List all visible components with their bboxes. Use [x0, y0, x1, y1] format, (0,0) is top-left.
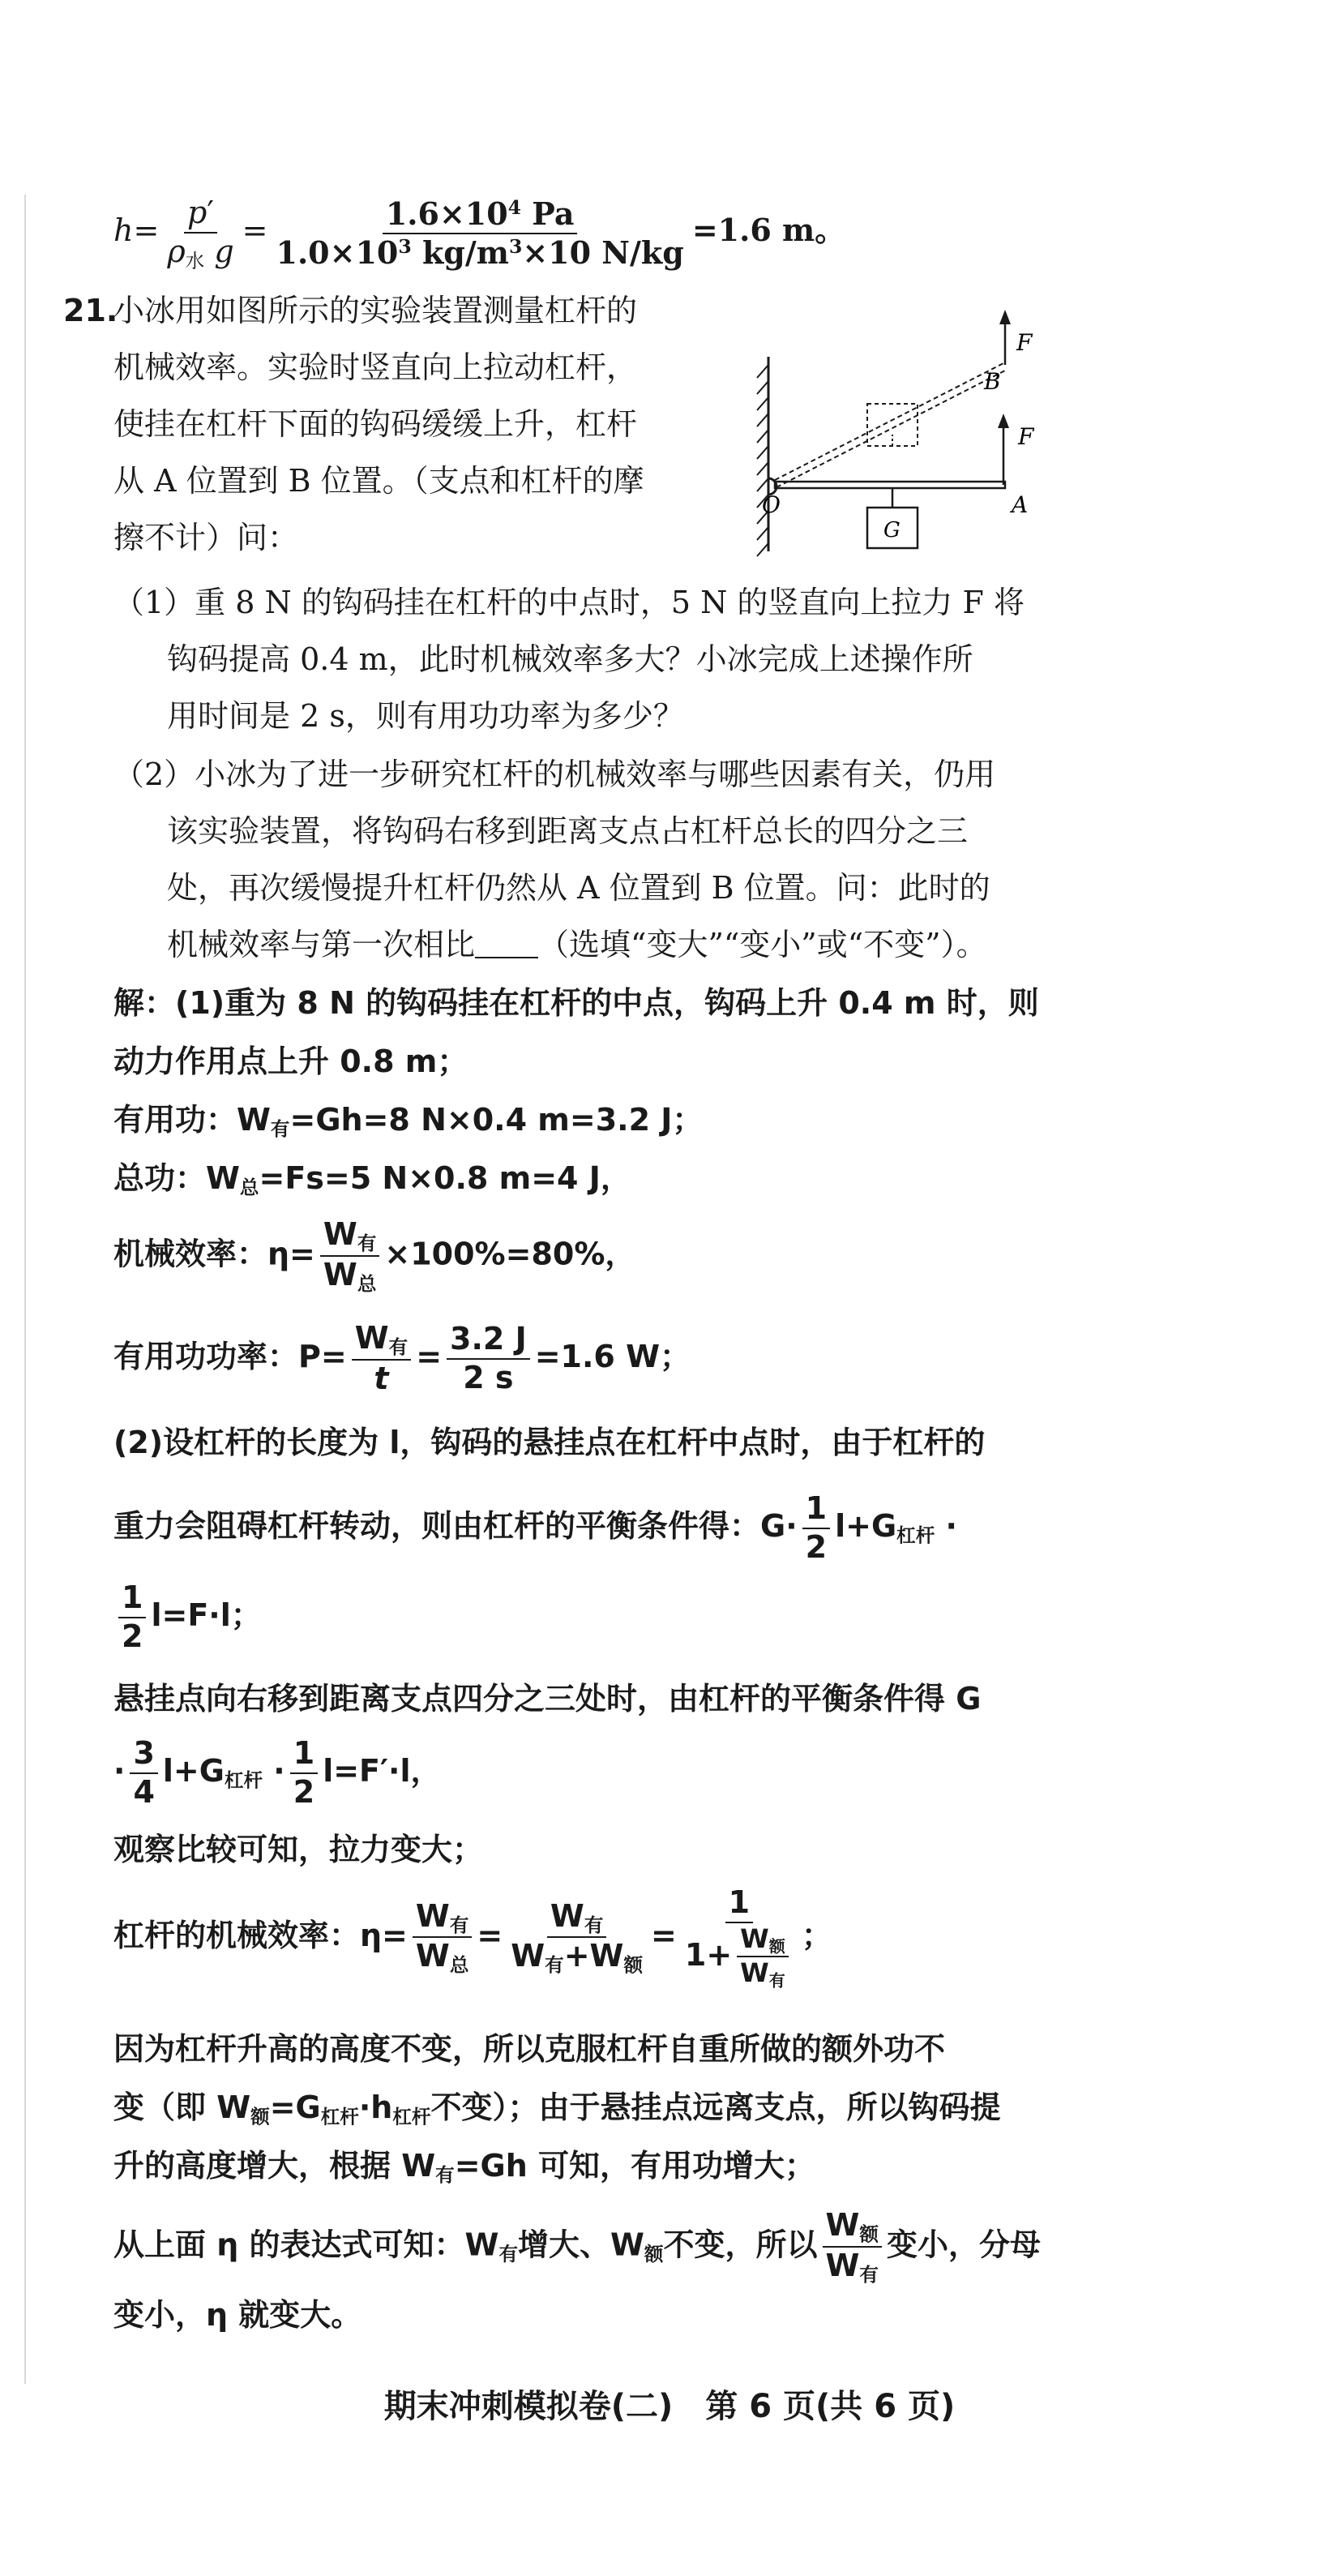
- sol-useful-work: 有用功：$W_有=Gh=8$ N×0.4 m=3.2 J；: [113, 1102, 704, 1141]
- part1-line-3: 用时间是 2 s，则有用功功率为多少？: [167, 698, 684, 734]
- label-b: B: [984, 368, 1001, 395]
- wall: [757, 357, 768, 556]
- intro-line-4: 从 A 位置到 B 位置。（支点和杠杆的摩: [113, 463, 644, 499]
- part2-line-3: 处，再次缓慢提升杠杆仍然从 A 位置到 B 位置。问：此时的: [167, 870, 990, 906]
- intro-line-5: 擦不计）问：: [113, 520, 299, 555]
- sol2-line-11: 从上面 η 的表达式可知：$W_有$增大、$W_额$不变，所以 $\frac{W_额}{W_有}$ 变小，分母: [113, 2207, 1041, 2287]
- intro-line-2: 机械效率。实验时竖直向上拉动杠杆，: [113, 349, 638, 385]
- part1-line-2: 钩码提高 0.4 m，此时机械效率多大？小冰完成上述操作所: [167, 641, 973, 677]
- answer-blank: [475, 926, 538, 958]
- label-f-top: F: [1016, 329, 1033, 356]
- part2-line-2: 该实验装置，将钩码右移到距离支点占杠杆总长的四分之三: [167, 813, 969, 849]
- sol-line-1: 解：(1)重为 8 N 的钩码挂在杠杆的中点，钩码上升 0.4 m 时，则: [113, 985, 1039, 1021]
- sol2-efficiency: 杠杆的机械效率：η= $\frac{W_有}{W_总}$ = $\frac{W_有}{W_有+W_额}$ = 1 1+ $\frac{W_额}{W_有}$ ；: [113, 1884, 832, 1991]
- label-a: A: [1012, 491, 1029, 518]
- label-g: G: [883, 518, 901, 542]
- sol-power: 有用功功率：P= $\frac{W_有}{t}$ = $\frac{3.2 J}{2 s}$ =1.6 W；: [113, 1320, 691, 1396]
- label-o: O: [762, 491, 781, 518]
- part1-line-1: （1）重 8 N 的钩码挂在杠杆的中点时，5 N 的竖直向上拉力 F 将: [113, 585, 1025, 620]
- page-footer: 期末冲刺模拟卷(二) 第 6 页(共 6 页): [383, 2388, 956, 2425]
- sol2-line-9: 变（即 $W_额=G_{杠杆}\cdot h_{杠杆}$不变）；由于悬挂点远离支点，所以钩码提: [113, 2090, 1001, 2128]
- part2-line-1: （2）小冰为了进一步研究杠杆的机械效率与哪些因素有关，仍用: [113, 757, 996, 792]
- lever-diagram: [746, 300, 1086, 568]
- sol2-line-4: 悬挂点向右移到距离支点四分之三处时，由杠杆的平衡条件得 G: [113, 1681, 982, 1717]
- sol2-line-3: $\frac{1}{2}$ l=F·l；: [113, 1579, 262, 1655]
- sol2-line-12: 变小，η 就变大。: [113, 2297, 362, 2333]
- sol2-line-8: 因为杠杆升高的高度不变，所以克服杠杆自重所做的额外功不: [113, 2031, 946, 2067]
- arrow-f-top: [999, 310, 1011, 324]
- question-number: 21.: [63, 293, 118, 328]
- margin-line: [24, 195, 26, 2384]
- label-f-right: F: [1018, 423, 1034, 450]
- arrow-f-right: [998, 414, 1009, 428]
- intro-line-3: 使挂在杠杆下面的钩码缓缓上升，杠杆: [113, 406, 638, 442]
- part2-line-4: 机械效率与第一次相比 （选填“变大”“变小”或“不变”）。: [167, 927, 987, 962]
- sol2-line-6: 观察比较可知，拉力变大；: [113, 1832, 484, 1867]
- sol2-line-10: 升的高度增大，根据 $W_有=Gh$ 可知，有用功增大；: [113, 2148, 816, 2187]
- sol2-line-1: (2)设杠杆的长度为 l，钩码的悬挂点在杠杆中点时，由于杠杆的: [113, 1425, 986, 1460]
- sol2-line-2: 重力会阻碍杠杆转动，则由杠杆的平衡条件得：G· $\frac{1}{2}$ $l+G_{杠杆}$ ·: [113, 1490, 957, 1565]
- sol-total-work: 总功：$W_总=Fs=5$ N×0.8 m=4 J，: [113, 1160, 631, 1199]
- lever-b: [775, 363, 1005, 487]
- intro-line-1: 小冰用如图所示的实验装置测量杠杆的: [113, 293, 638, 328]
- sol-efficiency: 机械效率：η= $\frac{W_有}{W_总}$ ×100%=80%，: [113, 1216, 636, 1296]
- formula-top: h= $\frac{p'}{\rho_水 g}$ = $\frac{1.6\times 10^4 Pa}{1.0\times 10^3 kg/m^3\times 10 N/kg}$ =1.6 m。: [113, 195, 846, 272]
- sol2-line-5: · $\frac{3}{4}$ $l+G_{杠杆}$ · $\frac{1}{2}$ l=F′·l，: [113, 1735, 442, 1810]
- lever-a: [775, 482, 1005, 488]
- sol-line-2: 动力作用点上升 0.8 m；: [113, 1044, 468, 1079]
